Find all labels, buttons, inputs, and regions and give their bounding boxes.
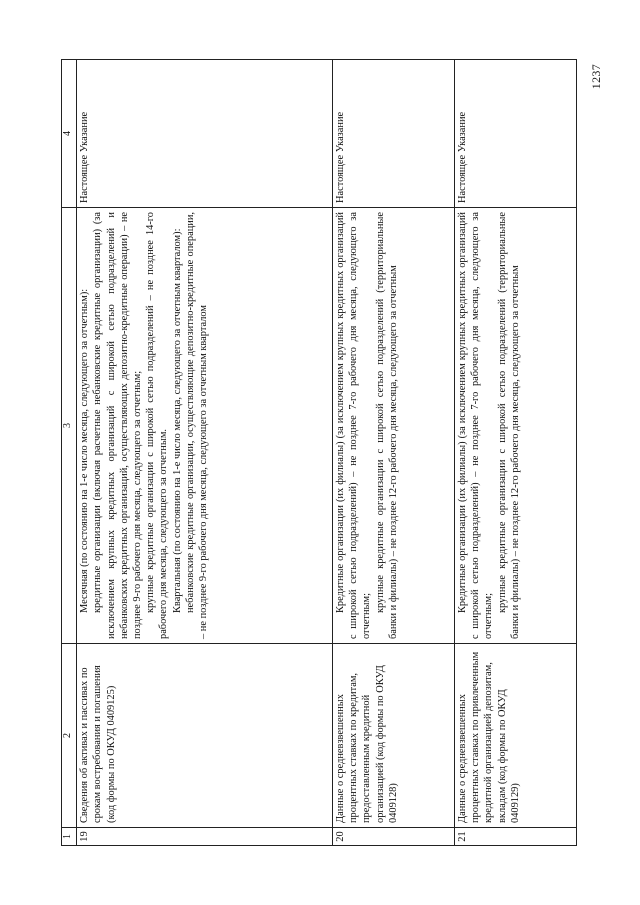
- form-name: Данные о средневзвешенных процентных ставках по привлеченным кредитной организацией депозитам, вкладам (код формы по ОКУД 0409129): [454, 644, 576, 828]
- header-col-1: 1: [62, 828, 77, 846]
- page-number-text: 1237: [589, 64, 603, 90]
- schedule-cell: [332, 208, 454, 644]
- schedule-paragraph: Квартальная (по состоянию на 1-е число месяца, следующего за отчетным кварталом):: [171, 228, 183, 613]
- schedule-paragraph: кредитные организации (включая расчетные небанковские кредитные организации) (за исключением крупных кредитных организаций с широкой сетью подразделений и небанковских кредитных организаций, осуществляющих депозитно-кредитные операции) – не позднее 9-го рабочего дня месяца, следующего за отчетным;: [92, 212, 144, 639]
- header-col-2: 2: [62, 644, 77, 828]
- row-number: 19: [77, 828, 333, 846]
- header-col-3: 3: [62, 208, 77, 644]
- schedule-paragraph: Кредитные организации (их филиалы) (за исключением крупных кредитных организаций с широкой сетью подразделений) – не позднее 7-го рабочего дня месяца, следующего за отчетным;: [456, 212, 495, 639]
- rotated-table-container: [61, 60, 577, 846]
- table-row: [332, 60, 454, 846]
- schedule-cell: [77, 208, 333, 644]
- legal-basis: Настоящее Указание: [77, 60, 333, 208]
- schedule-paragraph: крупные кредитные организации с широкой сетью подразделений (территориальные банки и филиалы) – не позднее 12-го рабочего дня месяца, следующего за отчетным: [374, 212, 399, 639]
- schedule-paragraph: крупные кредитные организации с широкой сетью подразделений (территориальные банки и филиалы) – не позднее 12-го рабочего дня месяца, следующего за отчетным: [496, 212, 521, 639]
- legal-basis: Настоящее Указание: [332, 60, 454, 208]
- row-number: 20: [332, 828, 454, 846]
- row-number: 21: [454, 828, 576, 846]
- header-col-4: 4: [62, 60, 77, 208]
- table-row: [77, 60, 333, 846]
- schedule-paragraph: небанковские кредитные организации, осуществляющие депозитно-кредитные операции, – не позднее 9-го рабочего дня месяца, следующего за отчетным кварталом: [184, 212, 210, 639]
- form-name: Сведения об активах и пассивах по срокам востребования и погашения (код формы по ОКУД 0409125): [77, 644, 333, 828]
- table-row: [454, 60, 576, 846]
- legal-basis: Настоящее Указание: [454, 60, 576, 208]
- schedule-paragraph: Месячная (по состоянию на 1-е число месяца, следующего за отчетным):: [79, 288, 91, 613]
- schedule-paragraph: крупные кредитные организации с широкой сетью подразделений – не позднее 14-го рабочего дня месяца, следующего за отчетным.: [145, 212, 170, 639]
- schedule-cell: [454, 208, 576, 644]
- schedule-paragraph: Кредитные организации (их филиалы) (за исключением крупных кредитных организаций с широкой сетью подразделений) – не позднее 7-го рабочего дня месяца, следующего за отчетным;: [334, 212, 373, 639]
- table-header-row: [62, 60, 77, 846]
- reporting-table: [61, 59, 577, 846]
- page-number: [589, 64, 619, 110]
- form-name: Данные о средневзвешенных процентных ставках по кредитам, предоставленным кредитной организацией (код формы по ОКУД 0409128): [332, 644, 454, 828]
